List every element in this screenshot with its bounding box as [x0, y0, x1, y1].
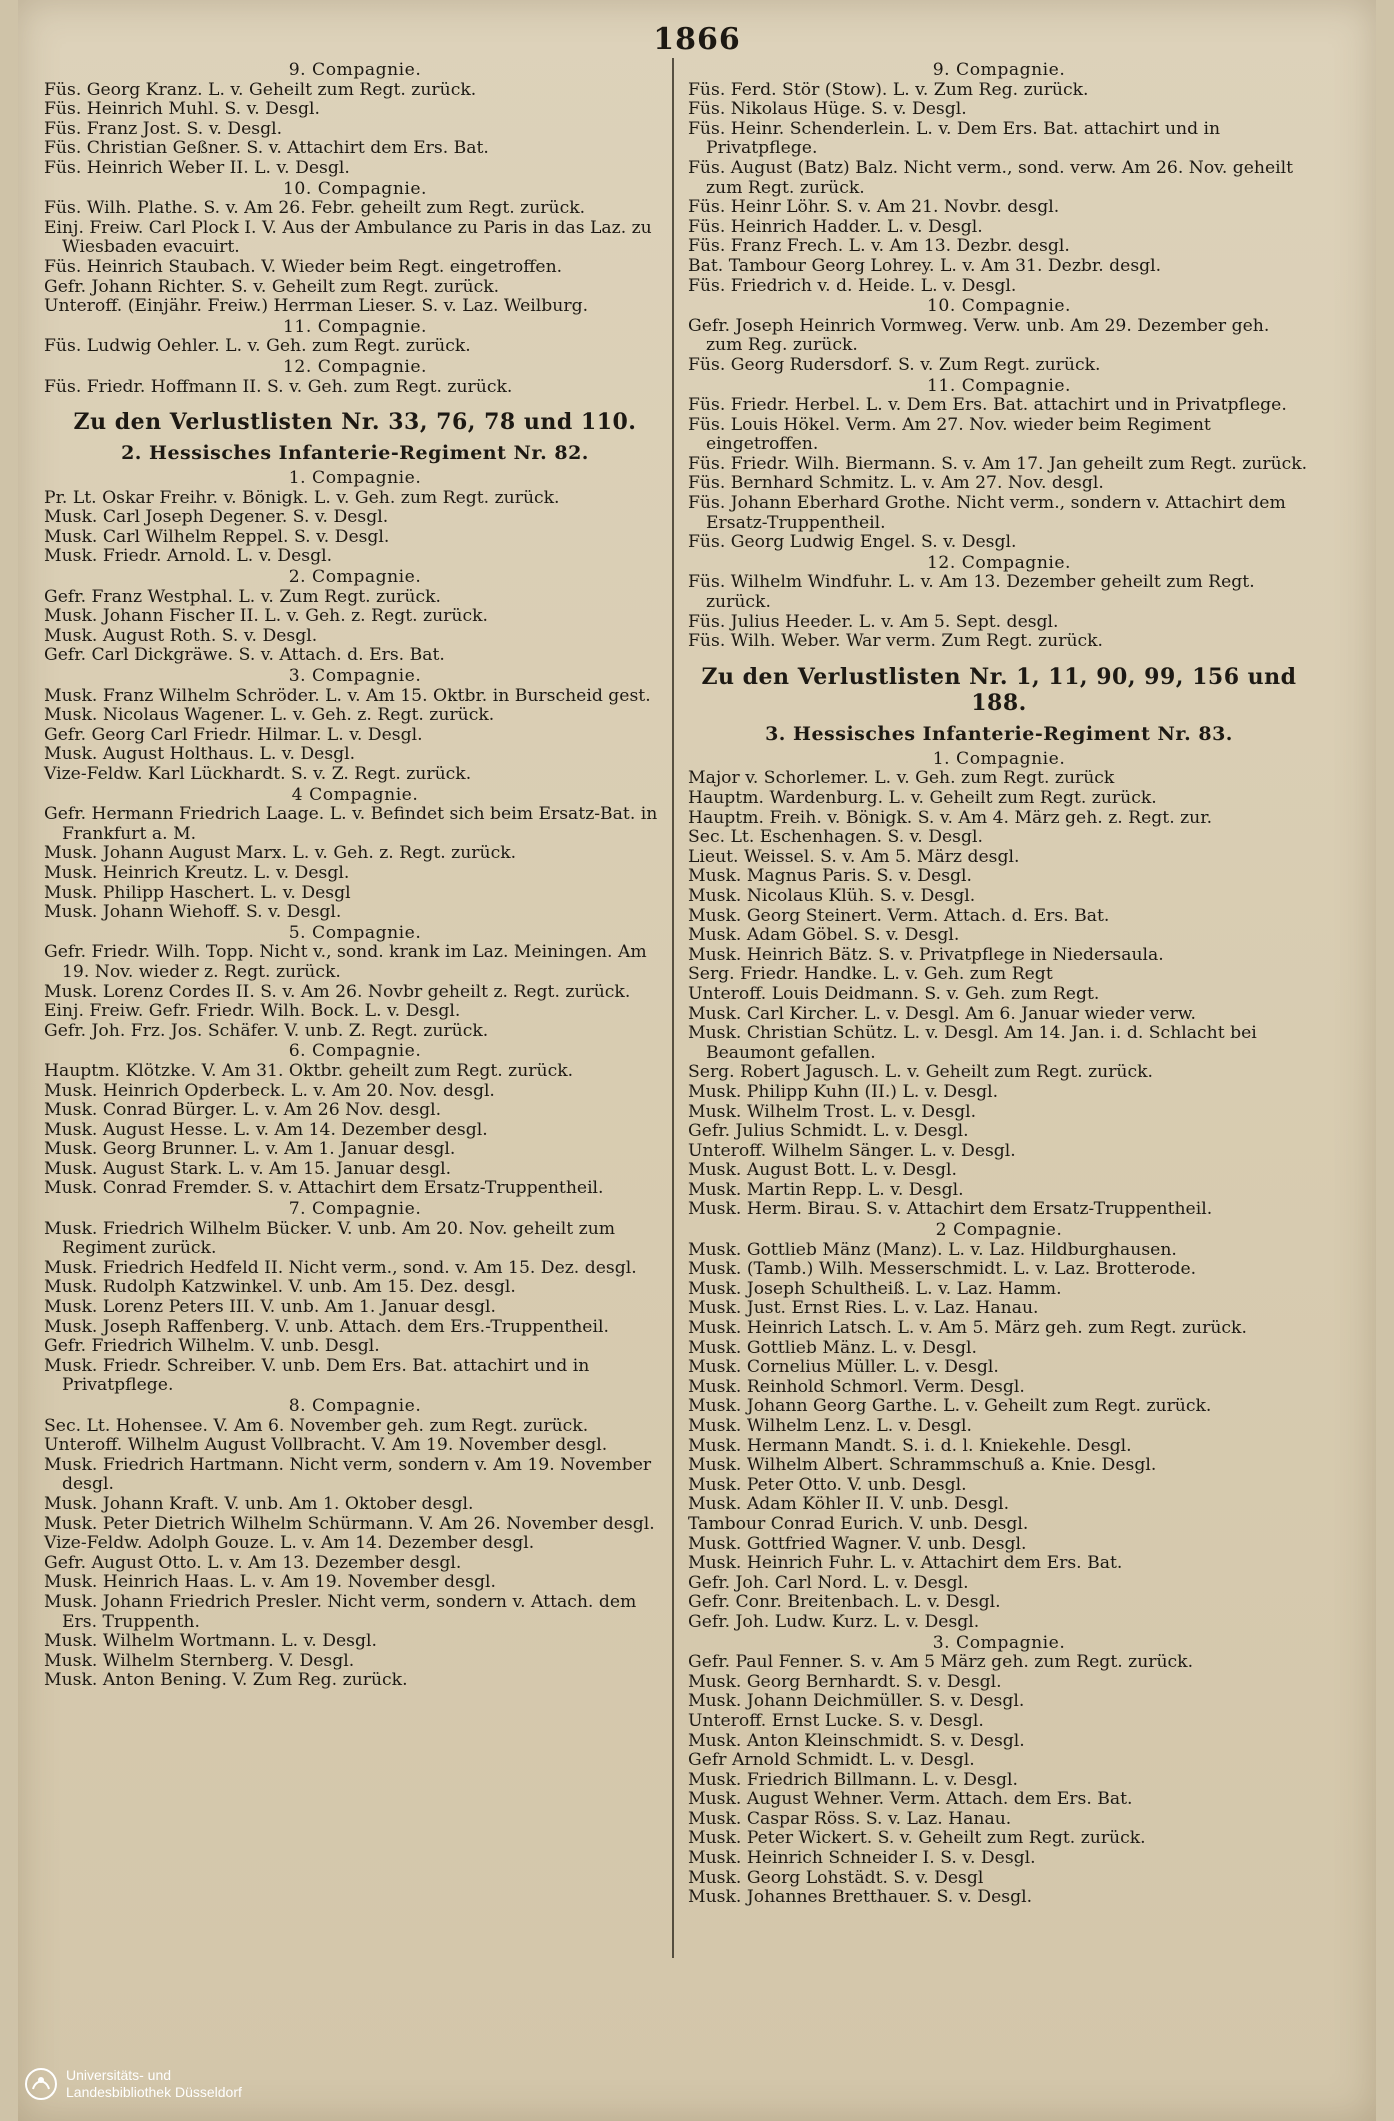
casualty-entry: Füs. Franz Jost. S. v. Desgl. [44, 118, 283, 139]
casualty-entry: Füs. Wilh. Weber. War verm. Zum Regt. zurück. [688, 631, 1104, 652]
casualty-entry: Musk. Carl Kircher. L. v. Desgl. Am 6. Januar wieder verw. [688, 1003, 1196, 1024]
casualty-entry: Musk. August Stark. L. v. Am 15. Januar desgl. [44, 1158, 452, 1179]
company-heading: 10. Compagnie. [282, 178, 428, 199]
casualty-entry: Vize-Feldw. Adolph Gouze. L. v. Am 14. Dezember desgl. [44, 1533, 535, 1554]
casualty-entry: Vize-Feldw. Karl Lückhardt. S. v. Z. Regt. zurück. [44, 764, 472, 784]
company-heading: 9. Compagnie. [288, 60, 422, 80]
casualty-entry: Musk. Georg Steinert. Verm. Attach. d. Ers. Bat. [688, 905, 1110, 926]
library-name [66, 2067, 242, 2101]
casualty-entry: Musk. Friedr. Arnold. L. v. Desgl. [44, 546, 333, 567]
company-heading: 1. Compagnie. [932, 748, 1066, 769]
casualty-entry: Musk. Cornelius Müller. L. v. Desgl. [688, 1357, 999, 1378]
casualty-entry: Musk. Philipp Haschert. L. v. Desgl [44, 882, 351, 903]
casualty-entry: Musk. Georg Bernhardt. S. v. Desgl. [688, 1671, 1002, 1692]
company-heading: 3. Compagnie. [288, 666, 422, 687]
company-heading: 5. Compagnie. [288, 922, 422, 943]
casualty-entry: Musk. Joseph Raffenberg. V. unb. Attach. dem Ers.-Truppentheil. [44, 1316, 609, 1337]
casualty-entry: Gefr. August Otto. L. v. Am 13. Dezember desgl. [44, 1552, 462, 1573]
casualty-entry: Musk. Just. Ernst Ries. L. v. Laz. Hanau. [688, 1298, 1039, 1319]
library-name-line2: Landesbibliothek Düsseldorf [66, 2084, 242, 2100]
casualty-entry: Musk. Joseph Schultheiß. L. v. Laz. Hamm. [688, 1278, 1062, 1299]
casualty-entry: Füs. Johann Eberhard Grothe. Nicht verm., sondern v. Attachirt dem Ersatz-Truppentheil. [688, 493, 1286, 533]
casualty-entry: Musk. Lorenz Cordes II. S. v. Am 26. Novbr geheilt z. Regt. zurück. [44, 981, 631, 1002]
casualty-entry: Musk. Heinrich Bätz. S. v. Privatpflege in Niedersaula. [688, 944, 1164, 965]
casualty-entry: Musk. Reinhold Schmorl. Verm. Desgl. [688, 1376, 1025, 1397]
company-heading: 9. Compagnie. [932, 60, 1066, 80]
casualty-entry: Serg. Robert Jagusch. L. v. Geheilt zum Regt. zurück. [688, 1062, 1153, 1083]
casualty-entry: Füs. Heinrich Muhl. S. v. Desgl. [44, 99, 320, 120]
casualty-entry: Gefr. Carl Dickgräwe. S. v. Attach. d. Ers. Bat. [44, 645, 445, 666]
casualty-entry: Musk. August Holthaus. L. v. Desgl. [44, 744, 356, 765]
casualty-entry: Gefr. Franz Westphal. L. v. Zum Regt. zurück. [44, 586, 441, 607]
casualty-entry: Unteroff. Wilhelm Sänger. L. v. Desgl. [688, 1140, 1016, 1161]
casualty-entry: Bat. Tambour Georg Lohrey. L. v. Am 31. Dezbr. desgl. [688, 255, 1162, 276]
casualty-entry: Füs. Heinr. Schenderlein. L. v. Dem Ers. Bat. attachirt und in Privatpflege. [688, 118, 1221, 159]
casualty-entry: Füs. Heinrich Weber II. L. v. Desgl. [44, 157, 350, 178]
company-heading: 8. Compagnie. [288, 1396, 422, 1416]
regiment-heading: 3. Hessisches Infanterie-Regiment Nr. 83. [765, 722, 1233, 745]
casualty-entry: Musk. Johann Georg Garthe. L. v. Geheilt zum Regt. zurück. [688, 1396, 1212, 1417]
company-heading: 10. Compagnie. [926, 296, 1072, 317]
casualty-entry: Füs. Friedr. Hoffmann II. S. v. Geh. zum Regt. zurück. [44, 376, 513, 397]
casualty-entry: Pr. Lt. Oskar Freihr. v. Bönigk. L. v. Geh. zum Regt. zurück. [44, 487, 560, 508]
casualty-entry: Musk. Friedr. Schreiber. V. unb. Dem Ers. Bat. attachirt und in Privatpflege. [44, 1355, 590, 1396]
casualty-entry: Musk. Heinrich Latsch. L. v. Am 5. März geh. zum Regt. zurück. [688, 1318, 1247, 1339]
casualty-entry: Musk. Heinrich Opderbeck. L. v. Am 20. Nov. desgl. [44, 1080, 495, 1101]
casualty-entry: Füs. Louis Hökel. Verm. Am 27. Nov. wieder beim Regiment eingetroffen. [688, 414, 1211, 455]
casualty-entry: Tambour Conrad Eurich. V. unb. Desgl. [688, 1513, 1029, 1534]
casualty-entry: Musk. Nicolaus Wagener. L. v. Geh. z. Regt. zurück. [44, 705, 495, 726]
casualty-entry: Gefr Arnold Schmidt. L. v. Desgl. [688, 1750, 975, 1771]
casualty-entry: Gefr. Johann Richter. S. v. Geheilt zum Regt. zurück. [44, 276, 500, 297]
company-heading: 12. Compagnie. [282, 356, 428, 377]
casualty-entry: Musk. Lorenz Peters III. V. unb. Am 1. Januar desgl. [44, 1297, 496, 1318]
casualty-entry: Sec. Lt. Eschenhagen. S. v. Desgl. [688, 827, 983, 848]
casualty-entry: Musk. Hermann Mandt. S. i. d. l. Kniekehle. Desgl. [688, 1435, 1132, 1456]
casualty-entry: Musk. Johann August Marx. L. v. Geh. z. Regt. zurück. [44, 843, 517, 864]
casualty-entry: Gefr. Friedr. Wilh. Topp. Nicht v., sond. krank im Laz. Meiningen. Am 19. Nov. wieder z. Regt. zurück. [44, 942, 647, 982]
section-heading: Zu den Verlustlisten Nr. 1, 11, 90, 99, 156 und 188. [701, 663, 1297, 716]
casualty-entry: Füs. Bernhard Schmitz. L. v. Am 27. Nov. desgl. [688, 473, 1104, 494]
casualty-entry: Hauptm. Wardenburg. L. v. Geheilt zum Regt. zurück. [688, 788, 1157, 808]
casualty-entry: Musk. Gottlieb Mänz (Manz). L. v. Laz. Hildburghausen. [688, 1239, 1177, 1260]
casualty-entry: Musk. Friedrich Hartmann. Nicht verm, sondern v. Am 19. November desgl. [44, 1454, 652, 1495]
company-heading: 12. Compagnie. [926, 552, 1072, 573]
casualty-entry: Füs. Wilhelm Windfuhr. L. v. Am 13. Dezember geheilt zum Regt. zurück. [688, 572, 1255, 613]
casualty-entry: Musk. Johann Wiehoff. S. v. Desgl. [44, 902, 342, 923]
casualty-entry: Musk. Gottlieb Mänz. L. v. Desgl. [688, 1337, 977, 1358]
casualty-entry: Füs. Georg Rudersdorf. S. v. Zum Regt. zurück. [688, 354, 1101, 375]
casualty-entry: Musk. Conrad Fremder. S. v. Attachirt dem Ersatz-Truppentheil. [44, 1178, 604, 1199]
casualty-entry: Füs. Friedr. Herbel. L. v. Dem Ers. Bat. attachirt und in Privatpflege. [688, 395, 1287, 416]
casualty-entry: Unteroff. Ernst Lucke. S. v. Desgl. [688, 1710, 984, 1731]
casualty-entry: Musk. Gottfried Wagner. V. unb. Desgl. [688, 1533, 1027, 1554]
left-column [44, 60, 666, 1691]
company-heading: 2 Compagnie. [935, 1220, 1063, 1241]
casualty-entry: Gefr. Joh. Ludw. Kurz. L. v. Desgl. [688, 1611, 980, 1632]
company-heading: 1. Compagnie. [288, 468, 422, 489]
casualty-entry: Musk. Wilhelm Trost. L. v. Desgl. [688, 1101, 977, 1122]
casualty-entry: Musk. Christian Schütz. L. v. Desgl. Am 14. Jan. i. d. Schlacht bei Beaumont gefallen. [688, 1023, 1257, 1063]
company-heading: 7. Compagnie. [288, 1199, 422, 1220]
casualty-entry: Lieut. Weissel. S. v. Am 5. März desgl. [688, 846, 1020, 867]
casualty-entry: Musk. Johann Kraft. V. unb. Am 1. Oktober desgl. [44, 1493, 474, 1514]
casualty-entry: Musk. Georg Lohstädt. S. v. Desgl [688, 1867, 984, 1888]
casualty-entry: Gefr. Julius Schmidt. L. v. Desgl. [688, 1121, 969, 1142]
casualty-entry: Musk. August Bott. L. v. Desgl. [688, 1160, 957, 1181]
page-number: 1866 [653, 22, 741, 57]
casualty-entry: Musk. Anton Kleinschmidt. S. v. Desgl. [688, 1730, 1025, 1751]
company-heading: 4 Compagnie. [291, 784, 419, 805]
casualty-entry: Musk. Peter Wickert. S. v. Geheilt zum Regt. zurück. [688, 1828, 1146, 1849]
casualty-entry: Gefr. Hermann Friedrich Laage. L. v. Befindet sich beim Ersatz-Bat. in Frankfurt a. M. [44, 804, 658, 844]
casualty-entry: Füs. August (Batz) Balz. Nicht verm., sond. verw. Am 26. Nov. geheilt zum Regt. zurück. [688, 157, 1294, 198]
casualty-entry: Hauptm. Freih. v. Bönigk. S. v. Am 4. März geh. z. Regt. zur. [688, 807, 1213, 828]
company-heading: 2. Compagnie. [288, 567, 422, 588]
casualty-entry: Musk. Nicolaus Klüh. S. v. Desgl. [688, 885, 976, 906]
casualty-entry: Unteroff. (Einjähr. Freiw.) Herrman Lieser. S. v. Laz. Weilburg. [44, 296, 589, 317]
casualty-entry: Sec. Lt. Hohensee. V. Am 6. November geh. zum Regt. zurück. [44, 1415, 589, 1436]
casualty-entry: Füs. Nikolaus Hüge. S. v. Desgl. [688, 99, 967, 120]
casualty-entry: Füs. Heinrich Staubach. V. Wieder beim Regt. eingetroffen. [44, 256, 563, 277]
casualty-entry: Serg. Friedr. Handke. L. v. Geh. zum Regt [688, 964, 1053, 985]
casualty-entry: Musk. Wilhelm Sternberg. V. Desgl. [44, 1650, 355, 1671]
company-heading: 3. Compagnie. [932, 1632, 1066, 1653]
casualty-entry: Musk. Georg Brunner. L. v. Am 1. Januar desgl. [44, 1139, 456, 1160]
casualty-entry: Füs. Heinr Löhr. S. v. Am 21. Novbr. desgl. [688, 197, 1060, 218]
casualty-entry: Einj. Freiw. Carl Plock I. V. Aus der Ambulance zu Paris in das Laz. zu Wiesbaden evacuirt. [44, 217, 652, 258]
casualty-entry: Musk. Johannes Bretthauer. S. v. Desgl. [688, 1887, 1033, 1908]
column-divider [672, 58, 674, 1958]
casualty-entry: Gefr. Friedrich Wilhelm. V. unb. Desgl. [44, 1336, 380, 1357]
casualty-entry: Major v. Schorlemer. L. v. Geh. zum Regt. zurück [688, 768, 1115, 789]
casualty-entry: Musk. Friedrich Wilhelm Bücker. V. unb. Am 20. Nov. geheilt zum Regiment zurück. [44, 1218, 616, 1259]
casualty-entry: Musk. Wilhelm Wortmann. L. v. Desgl. [44, 1631, 377, 1652]
casualty-entry: Unteroff. Wilhelm August Vollbracht. V. Am 19. November desgl. [44, 1435, 608, 1456]
casualty-entry: Musk. Caspar Röss. S. v. Laz. Hanau. [688, 1808, 1012, 1829]
casualty-entry: Füs. Georg Ludwig Engel. S. v. Desgl. [688, 532, 1017, 553]
casualty-entry: Füs. Friedrich v. d. Heide. L. v. Desgl. [688, 275, 1017, 296]
casualty-entry: Musk. Philipp Kuhn (II.) L. v. Desgl. [688, 1081, 999, 1102]
casualty-entry: Musk. Anton Bening. V. Zum Reg. zurück. [44, 1670, 408, 1691]
casualty-entry: Musk. Carl Joseph Degener. S. v. Desgl. [44, 507, 389, 528]
casualty-entry: Unteroff. Louis Deidmann. S. v. Geh. zum Regt. [688, 983, 1100, 1004]
casualty-entry: Musk. Peter Otto. V. unb. Desgl. [688, 1474, 967, 1495]
casualty-entry: Musk. Peter Dietrich Wilhelm Schürmann. V. Am 26. November desgl. [44, 1513, 655, 1534]
casualty-entry: Musk. Wilhelm Albert. Schrammschuß a. Knie. Desgl. [688, 1455, 1157, 1476]
casualty-entry: Musk. Martin Repp. L. v. Desgl. [688, 1179, 964, 1200]
casualty-entry: Einj. Freiw. Gefr. Friedr. Wilh. Bock. L. v. Desgl. [44, 1001, 461, 1022]
right-column [688, 60, 1310, 1908]
casualty-entry: Hauptm. Klötzke. V. Am 31. Oktbr. geheilt zum Regt. zurück. [44, 1060, 574, 1081]
casualty-entry: Musk. Wilhelm Lenz. L. v. Desgl. [688, 1416, 972, 1436]
casualty-entry: Musk. Magnus Paris. S. v. Desgl. [688, 866, 973, 887]
library-watermark [24, 2061, 324, 2113]
casualty-entry: Füs. Wilh. Plathe. S. v. Am 26. Febr. geheilt zum Regt. zurück. [44, 198, 586, 219]
casualty-entry: Gefr. Conr. Breitenbach. L. v. Desgl. [688, 1592, 1001, 1613]
section-heading: Zu den Verlustlisten Nr. 33, 76, 78 und 110. [73, 409, 637, 436]
casualty-entry: Musk. Heinrich Fuhr. L. v. Attachirt dem Ers. Bat. [688, 1553, 1123, 1574]
company-heading: 11. Compagnie. [282, 316, 428, 337]
casualty-entry: Musk. Heinrich Haas. L. v. Am 19. November desgl. [44, 1572, 496, 1593]
company-heading: 6. Compagnie. [288, 1041, 422, 1062]
casualty-entry: Musk. Heinrich Kreutz. L. v. Desgl. [44, 862, 350, 883]
casualty-entry: Musk. Johann Deichmüller. S. v. Desgl. [688, 1691, 1025, 1712]
company-heading: 11. Compagnie. [926, 375, 1072, 396]
casualty-entry: Füs. Ferd. Stör (Stow). L. v. Zum Reg. zurück. [688, 79, 1089, 100]
casualty-entry: Musk. Friedrich Hedfeld II. Nicht verm., sond. v. Am 15. Dez. desgl. [44, 1257, 637, 1278]
casualty-entry: Musk. Johann Fischer II. L. v. Geh. z. Regt. zurück. [44, 606, 488, 627]
casualty-entry: Füs. Ludwig Oehler. L. v. Geh. zum Regt. zurück. [44, 336, 471, 357]
page [18, 0, 1376, 2121]
casualty-entry: Füs. Christian Geßner. S. v. Attachirt dem Ers. Bat. [44, 138, 489, 159]
casualty-entry: Musk. Rudolph Katzwinkel. V. unb. Am 15. Dez. desgl. [44, 1277, 516, 1298]
casualty-entry: Musk. (Tamb.) Wilh. Messerschmidt. L. v. Laz. Brotterode. [688, 1259, 1197, 1280]
casualty-entry: Füs. Heinrich Hadder. L. v. Desgl. [688, 216, 983, 237]
casualty-entry: Gefr. Paul Fenner. S. v. Am 5 März geh. zum Regt. zurück. [688, 1652, 1194, 1673]
casualty-entry: Musk. August Wehner. Verm. Attach. dem Ers. Bat. [688, 1789, 1133, 1810]
library-logo-icon [24, 2067, 58, 2101]
casualty-entry: Gefr. Joh. Frz. Jos. Schäfer. V. unb. Z. Regt. zurück. [44, 1020, 489, 1041]
casualty-entry: Füs. Friedr. Wilh. Biermann. S. v. Am 17. Jan geheilt zum Regt. zurück. [688, 453, 1308, 474]
casualty-entry: Gefr. Georg Carl Friedr. Hilmar. L. v. Desgl. [44, 724, 423, 745]
casualty-entry: Musk. Herm. Birau. S. v. Attachirt dem Ersatz-Truppentheil. [688, 1199, 1213, 1220]
casualty-entry: Musk. Friedrich Billmann. L. v. Desgl. [688, 1769, 1018, 1790]
casualty-entry: Musk. August Hesse. L. v. Am 14. Dezember desgl. [44, 1119, 488, 1140]
casualty-entry: Füs. Franz Frech. L. v. Am 13. Dezbr. desgl. [688, 236, 1070, 257]
casualty-entry: Füs. Georg Kranz. L. v. Geheilt zum Regt. zurück. [44, 79, 477, 100]
casualty-entry: Musk. Heinrich Schneider I. S. v. Desgl. [688, 1848, 1036, 1869]
casualty-entry: Musk. Carl Wilhelm Reppel. S. v. Desgl. [44, 526, 390, 547]
casualty-entry: Gefr. Joseph Heinrich Vormweg. Verw. unb. Am 29. Dezember geh. zum Reg. zurück. [688, 315, 1270, 356]
regiment-heading: 2. Hessisches Infanterie-Regiment Nr. 82. [121, 442, 589, 465]
casualty-entry: Musk. August Roth. S. v. Desgl. [44, 625, 318, 646]
casualty-entry: Musk. Johann Friedrich Presler. Nicht verm, sondern v. Attach. dem Ers. Truppenth. [44, 1591, 637, 1632]
casualty-entry: Musk. Conrad Bürger. L. v. Am 26 Nov. desgl. [44, 1100, 442, 1121]
casualty-entry: Gefr. Joh. Carl Nord. L. v. Desgl. [688, 1572, 969, 1593]
library-name-line1: Universitäts- und [66, 2067, 172, 2083]
casualty-entry: Musk. Adam Göbel. S. v. Desgl. [688, 925, 960, 946]
casualty-entry: Musk. Franz Wilhelm Schröder. L. v. Am 15. Oktbr. in Burscheid gest. [44, 685, 651, 706]
casualty-entry: Musk. Adam Köhler II. V. unb. Desgl. [688, 1494, 1010, 1515]
casualty-entry: Füs. Julius Heeder. L. v. Am 5. Sept. desgl. [688, 611, 1059, 632]
